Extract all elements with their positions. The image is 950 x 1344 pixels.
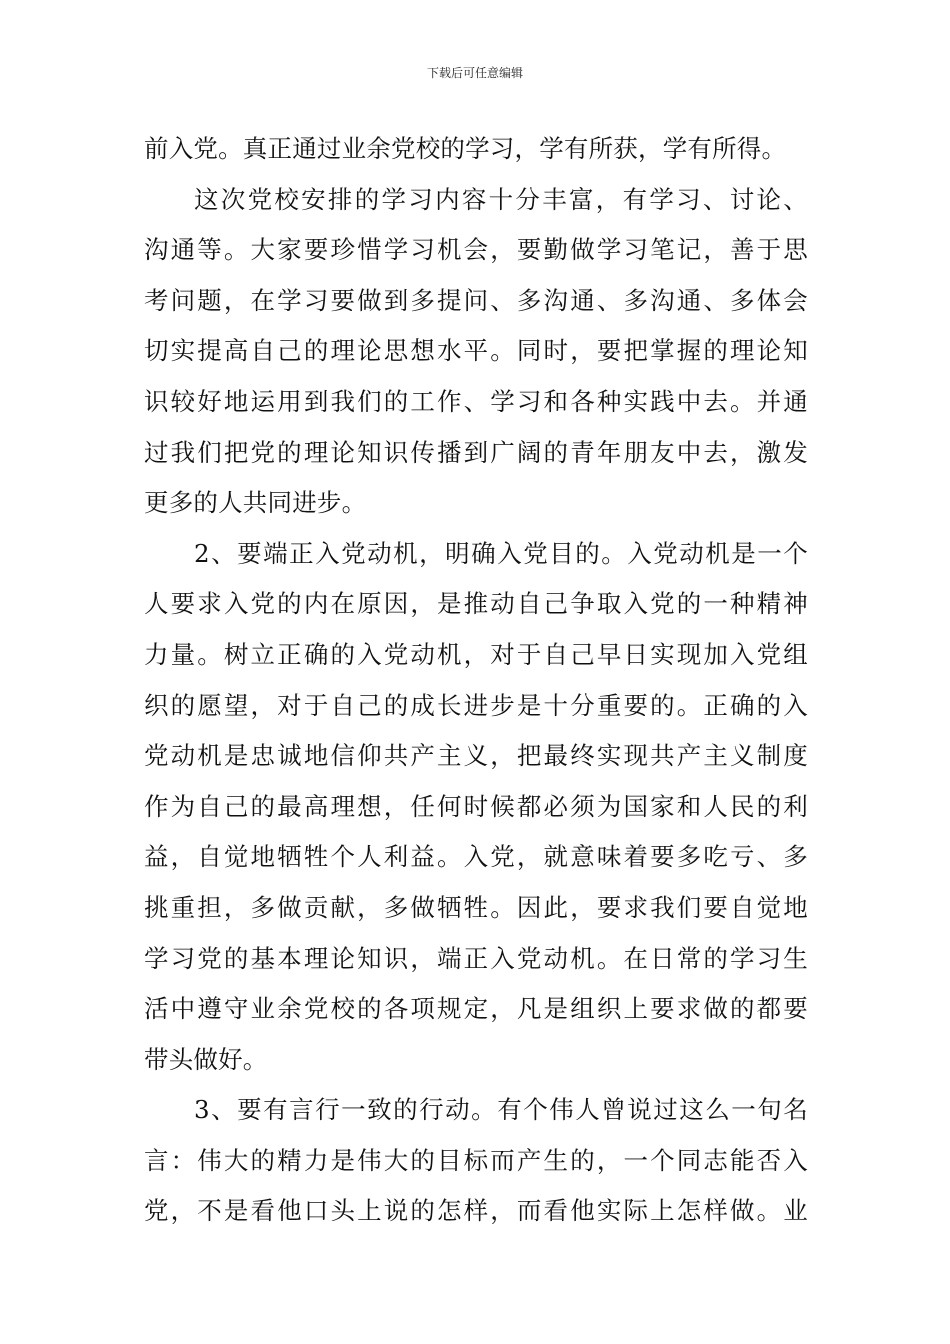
text-line: 过我们把党的理论知识传播到广阔的青年朋友中去，激发 xyxy=(144,437,808,467)
text-line: 3、要有言行一致的行动。有个伟人曾说过这么一句名 xyxy=(194,1095,808,1125)
text-line: 活中遵守业余党校的各项规定，凡是组织上要求做的都要 xyxy=(144,994,808,1024)
page-header: 下载后可任意编辑 xyxy=(426,66,523,80)
text-line: 切实提高自己的理论思想水平。同时，要把掌握的理论知 xyxy=(144,336,808,366)
text-line: 党动机是忠诚地信仰共产主义，把最终实现共产主义制度 xyxy=(144,741,808,771)
text-line: 沟通等。大家要珍惜学习机会，要勤做学习笔记，善于思 xyxy=(144,235,808,265)
text-line: 作为自己的最高理想，任何时候都必须为国家和人民的利 xyxy=(144,791,808,821)
text-line: 带头做好。 xyxy=(144,1044,268,1074)
text-line: 2、要端正入党动机，明确入党目的。入党动机是一个 xyxy=(194,538,808,568)
text-line: 考问题，在学习要做到多提问、多沟通、多沟通、多体会 xyxy=(144,285,808,315)
document-body xyxy=(144,124,808,1237)
text-line: 人要求入党的内在原因，是推动自己争取入党的一种精神 xyxy=(144,589,808,619)
text-line: 益，自觉地牺牲个人利益。入党，就意味着要多吃亏、多 xyxy=(144,842,808,872)
text-line: 挑重担，多做贡献，多做牺牲。因此，要求我们要自觉地 xyxy=(144,892,808,922)
text-line: 党，不是看他口头上说的怎样，而看他实际上怎样做。业 xyxy=(144,1196,808,1226)
text-line: 更多的人共同进步。 xyxy=(144,488,367,518)
text-line: 前入党。真正通过业余党校的学习，学有所获，学有所得。 xyxy=(144,134,787,163)
text-line: 言：伟大的精力是伟大的目标而产生的，一个同志能否入 xyxy=(144,1145,808,1175)
text-line: 识较好地运用到我们的工作、学习和各种实践中去。并通 xyxy=(144,386,808,416)
text-line: 力量。树立正确的入党动机，对于自己早日实现加入党组 xyxy=(144,639,808,669)
text-line: 学习党的基本理论知识，端正入党动机。在日常的学习生 xyxy=(144,943,808,973)
text-line: 这次党校安排的学习内容十分丰富，有学习、讨论、 xyxy=(194,184,808,214)
text-line: 织的愿望，对于自己的成长进步是十分重要的。正确的入 xyxy=(144,690,808,720)
